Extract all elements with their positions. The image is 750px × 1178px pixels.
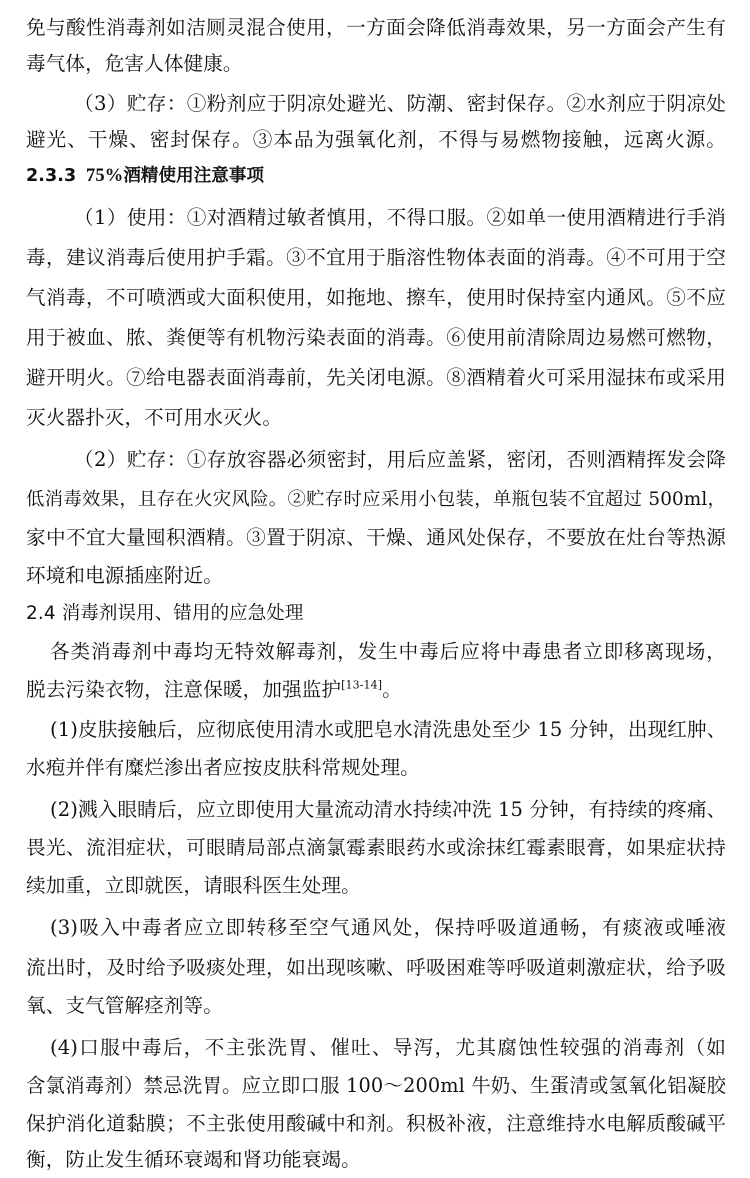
body-line: 气消毒，不可喷洒或大面积使用，如拖地、擦车，使用时保持室内通风。⑤不应 [26, 286, 726, 309]
body-line: 氧、支气管解痉剂等。 [26, 994, 223, 1017]
body-line: 低消毒效果，且存在火灾风险。②贮存时应采用小包装，单瓶包装不宜超过 500ml， [26, 489, 726, 510]
body-text: 。 [382, 678, 402, 701]
body-line: 毒气体，危害人体健康。 [26, 52, 243, 75]
body-line: 避光、干燥、密封保存。③本品为强氧化剂，不得与易燃物接触，远离火源。 [26, 128, 726, 151]
body-line: （1）使用：①对酒精过敏者慎用，不得口服。②如单一使用酒精进行手消 [74, 206, 726, 229]
section-title: 酒精使用注意事项 [123, 166, 265, 186]
body-line: 保护消化道黏膜；不主张使用酸碱中和剂。积极补液，注意维持水电解质酸碱平 [26, 1112, 726, 1135]
body-line: 流出时，及时给予吸痰处理，如出现咳嗽、呼吸困难等呼吸道刺激症状，给予吸 [26, 956, 726, 979]
body-line: (4)口服中毒后，不主张洗胃、催吐、导泻，尤其腐蚀性较强的消毒剂（如 [50, 1036, 726, 1059]
citation: [13-14] [341, 678, 383, 692]
body-line: 续加重，立即就医，请眼科医生处理。 [26, 874, 361, 897]
body-line: 避开明火。⑦给电器表面消毒前，先关闭电源。⑧酒精着火可采用湿抹布或采用 [26, 366, 726, 389]
body-line: (3)吸入中毒者应立即转移至空气通风处，保持呼吸道通畅，有痰液或唾液 [50, 916, 726, 939]
body-line: 灭火器扑灭，不可用水灭火。 [26, 406, 283, 429]
body-line: 免与酸性消毒剂如洁厕灵混合使用，一方面会降低消毒效果，另一方面会产生有 [26, 16, 726, 39]
body-line: 含氯消毒剂）禁忌洗胃。应立即口服 100～200ml 牛奶、生蛋清或氢氧化铝凝胶 [26, 1074, 726, 1097]
body-line-with-citation [26, 672, 726, 708]
body-text: 脱去污染衣物，注意保暖，加强监护 [26, 678, 342, 701]
body-line: 用于被血、脓、粪便等有机物污染表面的消毒。⑥使用前清除周边易燃可燃物， [26, 326, 726, 349]
body-line: 毒，建议消毒后使用护手霜。③不宜用于脂溶性物体表面的消毒。④不可用于空 [26, 246, 726, 269]
section-heading-2-3-3 [26, 158, 726, 194]
body-line: 衡，防止发生循环衰竭和肾功能衰竭。 [26, 1148, 361, 1171]
body-line: （2）贮存：①存放容器必须密封，用后应盖紧，密闭，否则酒精挥发会降 [74, 448, 726, 471]
section-number: 2.3.3 [26, 166, 77, 186]
body-line: （3）贮存：①粉剂应于阴凉处避光、防潮、密封保存。②水剂应于阴凉处 [74, 92, 726, 115]
body-line: 环境和电源插座附近。 [26, 564, 223, 587]
body-line: 家中不宜大量囤积酒精。③置于阴凉、干燥、通风处保存，不要放在灶台等热源 [26, 526, 726, 549]
body-line: (2)溅入眼睛后，应立即使用大量流动清水持续冲洗 15 分钟，有持续的疼痛、 [50, 798, 727, 821]
body-line: 各类消毒剂中毒均无特效解毒剂，发生中毒后应将中毒患者立即移离现场， [50, 640, 726, 663]
section-heading-2-4: 2.4 消毒剂误用、错用的应急处理 [26, 603, 304, 624]
body-line: (1)皮肤接触后，应彻底使用清水或肥皂水清洗患处至少 15 分钟，出现红肿、 [50, 718, 727, 741]
body-line: 水疱并伴有糜烂渗出者应按皮肤科常规处理。 [26, 756, 420, 779]
section-title-percent: 75% [86, 166, 124, 186]
body-line: 畏光、流泪症状，可眼睛局部点滴氯霉素眼药水或涂抹红霉素眼膏，如果症状持 [26, 836, 726, 859]
